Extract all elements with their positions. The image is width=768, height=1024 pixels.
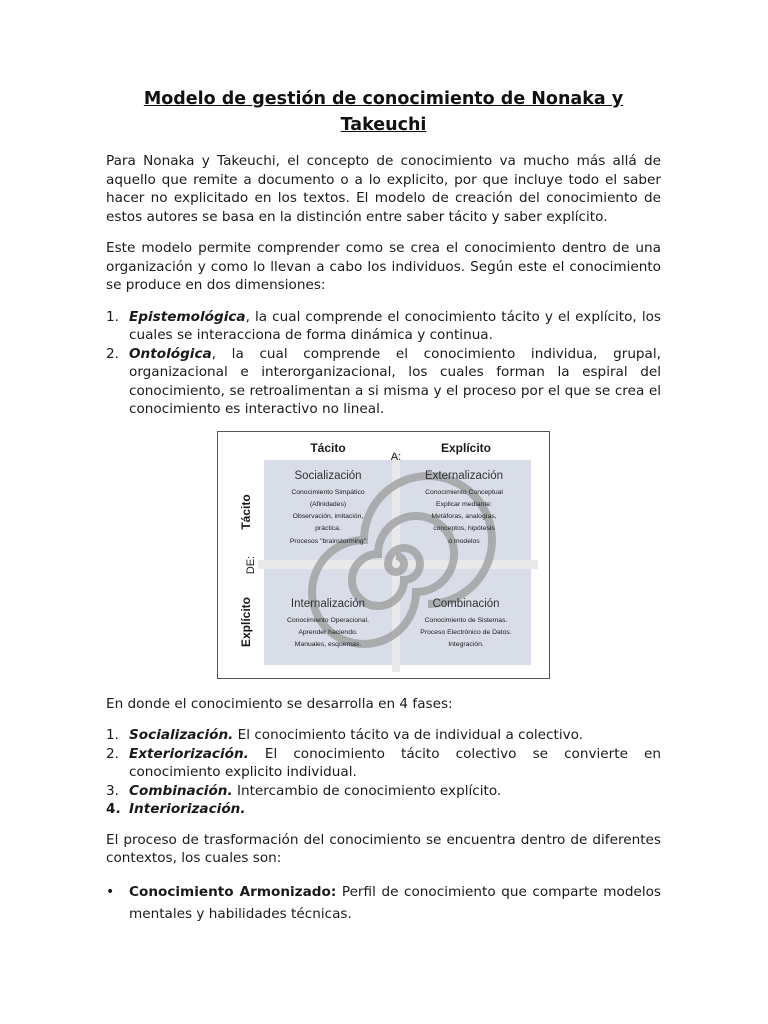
socializacion-line: Conocimiento Simpático <box>291 488 365 496</box>
list-text: El conocimiento tácito va de individual a colectivo. <box>233 727 584 743</box>
list-item <box>106 782 661 801</box>
internalizacion-line: Manuales, esquemas. <box>294 640 362 648</box>
dimensions-list <box>106 308 661 419</box>
list-term: Epistemológica <box>129 308 246 325</box>
socializacion-line: práctica. <box>315 524 341 532</box>
list-item <box>106 726 661 745</box>
list-text: , la cual comprende el conocimiento tácito y el explícito, los cuales se interacciona de forma dinámica y continua. <box>129 308 661 343</box>
list-number: 3. <box>106 782 119 799</box>
knowledge-spiral-diagram <box>218 432 549 678</box>
externalizacion-line: Metáforas, analogías, <box>431 512 497 520</box>
socializacion-line: Observación, imitación, <box>292 512 364 520</box>
externalizacion-line: ó modelos <box>448 537 480 545</box>
contexts-intro: El proceso de trasformación del conocimiento se encuentra dentro de diferentes contextos, los cuales son: <box>106 831 661 866</box>
horizontal-divider <box>258 560 538 569</box>
bullet-icon: • <box>106 883 115 900</box>
second-paragraph: Este modelo permite comprender como se crea el conocimiento dentro de una organización y como lo llevan a cabo los individuos. Según este el conocimiento se produce en dos dimensiones: <box>106 240 661 293</box>
externalizacion-line: Conocimiento Conceptual <box>425 488 503 496</box>
internalizacion-line: Conocimiento Operacional. <box>287 616 369 624</box>
combinacion-line: Proceso Electrónico de Datos. <box>420 628 512 636</box>
list-item <box>106 800 661 819</box>
externalizacion-line: conceptos, hipótesis <box>433 524 495 532</box>
socializacion-line: (Afinidades) <box>309 500 347 508</box>
list-item <box>106 345 661 419</box>
externalizacion-title: Externalización <box>425 469 503 482</box>
internalizacion-title: Internalización <box>290 597 366 610</box>
list-text: Perfil de conocimiento que comparte modelos mentales y habilidades técnicas. <box>129 883 661 922</box>
list-number: 2. <box>106 345 119 362</box>
externalizacion-line: Explicar mediante: <box>436 500 492 508</box>
combinacion-title: Combinación <box>432 597 500 610</box>
list-term: Combinación. <box>129 782 233 799</box>
list-term: Exteriorización. <box>129 745 249 762</box>
column-header-tacito: Tácito <box>310 440 346 455</box>
list-term: Interiorización. <box>129 801 246 817</box>
list-number: 1. <box>106 727 119 743</box>
list-number: 4. <box>106 801 121 817</box>
intro-paragraph: Para Nonaka y Takeuchi, el concepto de conocimiento va mucho más allá de aquello que remite a documento o a lo explicito, por que incluye todo el saber hacer no explicitado en los textos. El modelo de creación del conocimiento de estos autores se basa en la distinción entre saber tácito y saber explícito. <box>106 153 661 225</box>
combinacion-line: Conocimiento de Sistemas. <box>424 616 508 624</box>
knowledge-spiral-figure <box>217 431 550 679</box>
list-item <box>106 308 661 345</box>
list-item <box>106 745 661 782</box>
contexts-list <box>106 881 661 925</box>
phases-list <box>106 726 661 819</box>
knowledge-spiral-figure-wrap <box>106 431 661 679</box>
list-text: Intercambio de conocimiento explícito. <box>232 782 502 799</box>
socializacion-title: Socialización <box>294 469 362 482</box>
socializacion-line: Procesos "brainstorming" <box>289 537 367 545</box>
document-page <box>106 86 661 937</box>
list-text: El conocimiento tácito colectivo se convierte en conocimiento explicito individual. <box>129 745 661 780</box>
column-header-explicito: Explícito <box>440 440 492 455</box>
list-item <box>106 881 661 925</box>
document-title: Modelo de gestión de conocimiento de Nonaka y Takeuchi <box>143 89 624 135</box>
row-header-de: DE: <box>245 555 257 574</box>
row-header-explicito: Explícito <box>239 596 253 647</box>
list-number: 1. <box>106 308 119 325</box>
internalizacion-line: Aprender haciendo. <box>298 628 358 636</box>
list-text: , la cual comprende el conocimiento individua, grupal, organizacional e interorganizacional, los cuales forman la espiral del conocimiento, se retroalimentan a si misma y el proceso por el que se crea el conocimiento es interactivo no lineal. <box>129 345 661 417</box>
column-header-a: A: <box>390 450 402 463</box>
list-term: Conocimiento Armonizado: <box>129 883 337 900</box>
list-term: Ontológica <box>129 345 212 362</box>
combinacion-line: Integración. <box>448 640 484 648</box>
list-term: Socialización. <box>129 727 234 743</box>
row-header-tacito: Tácito <box>239 493 253 530</box>
list-number: 2. <box>106 745 119 762</box>
phases-intro: En donde el conocimiento se desarrolla en 4 fases: <box>106 695 453 712</box>
